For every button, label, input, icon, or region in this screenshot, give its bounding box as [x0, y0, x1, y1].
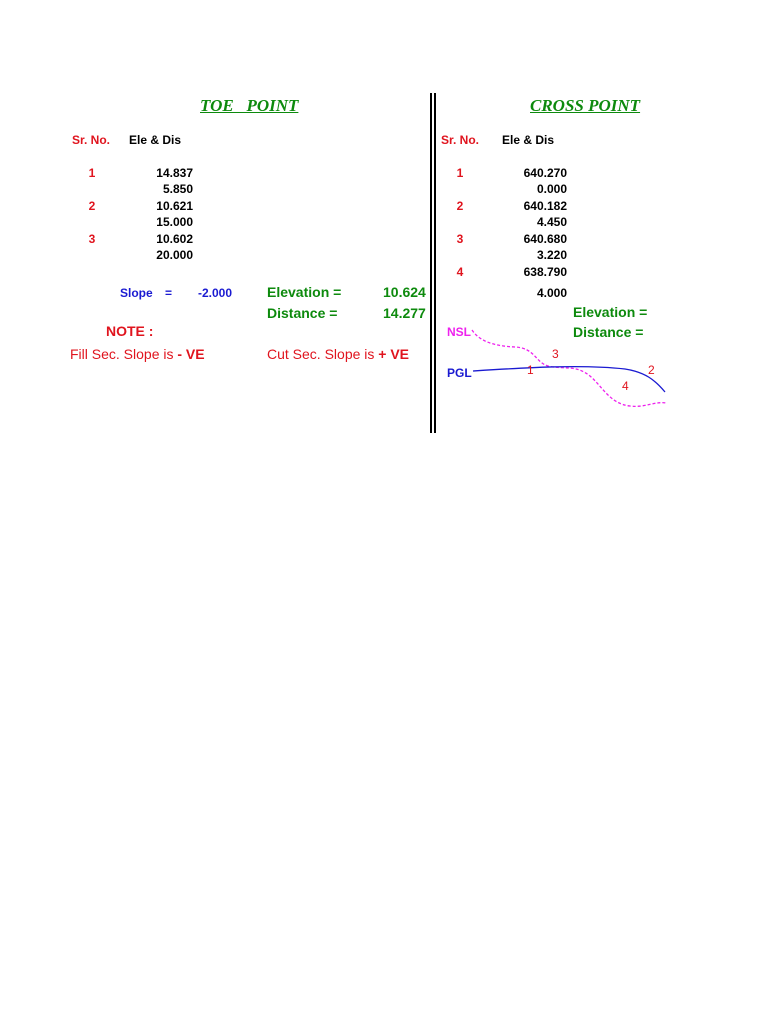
cross-sr-header: Sr. No.: [441, 133, 480, 147]
toe-dis-1: 5.850: [162, 182, 193, 196]
cross-dis-1: 0.000: [536, 182, 567, 196]
cross-value-header: Ele & Dis: [502, 133, 555, 147]
point-label-1: 1: [527, 363, 534, 377]
fill-slope-text: Fill Sec. Slope is: [70, 346, 178, 362]
section-divider-right: [434, 93, 436, 433]
cut-slope-sign: + VE: [378, 346, 410, 362]
fill-slope-sign: - VE: [177, 346, 205, 362]
cross-ele-3: 640.680: [523, 232, 567, 246]
toe-point-title: TOE POINT: [200, 96, 299, 115]
cut-slope-note: [267, 346, 409, 362]
pgl-line: [473, 367, 665, 392]
toe-ele-3: 10.602: [156, 232, 193, 246]
cross-sr-3: 3: [456, 232, 464, 246]
pgl-label: PGL: [447, 366, 472, 380]
nsl-label: NSL: [447, 325, 471, 339]
cross-distance-label: Distance =: [573, 324, 644, 340]
cross-ele-2: 640.182: [523, 199, 567, 213]
point-label-4: 4: [622, 379, 629, 393]
cross-sr-2: 2: [456, 199, 464, 213]
point-label-2: 2: [648, 363, 655, 377]
cross-dis-2: 4.450: [536, 215, 567, 229]
slope-equals: =: [165, 286, 173, 300]
cross-ele-1: 640.270: [523, 166, 567, 180]
toe-ele-2: 10.621: [156, 199, 193, 213]
note-label: NOTE :: [106, 323, 154, 339]
toe-value-header: Ele & Dis: [129, 133, 182, 147]
toe-sr-header: Sr. No.: [72, 133, 111, 147]
cross-point-title: CROSS POINT: [530, 96, 641, 115]
cross-sr-1: 1: [456, 166, 464, 180]
fill-slope-note: [70, 346, 205, 362]
toe-sr-3: 3: [88, 232, 96, 246]
toe-dis-3: 20.000: [156, 248, 193, 262]
cross-elevation-label: Elevation =: [573, 304, 648, 320]
toe-ele-1: 14.837: [156, 166, 193, 180]
toe-distance-label: Distance =: [267, 305, 338, 321]
point-label-3: 3: [552, 347, 559, 361]
toe-dis-2: 15.000: [156, 215, 193, 229]
section-divider-left: [430, 93, 432, 433]
nsl-line: [472, 330, 666, 406]
toe-sr-2: 2: [88, 199, 96, 213]
cross-ele-4: 638.790: [523, 265, 567, 279]
slope-value: -2.000: [198, 286, 233, 300]
toe-elevation-label: Elevation =: [267, 284, 342, 300]
toe-distance-value: 14.277: [383, 305, 426, 321]
slope-label: Slope: [120, 286, 153, 300]
cross-section-diagram: [440, 320, 670, 415]
toe-sr-1: 1: [88, 166, 96, 180]
cross-dis-3: 3.220: [536, 248, 567, 262]
cross-sr-4: 4: [456, 265, 464, 279]
cross-dis-4: 4.000: [536, 286, 567, 300]
cut-slope-text: Cut Sec. Slope is: [267, 346, 379, 362]
toe-elevation-value: 10.624: [383, 284, 426, 300]
